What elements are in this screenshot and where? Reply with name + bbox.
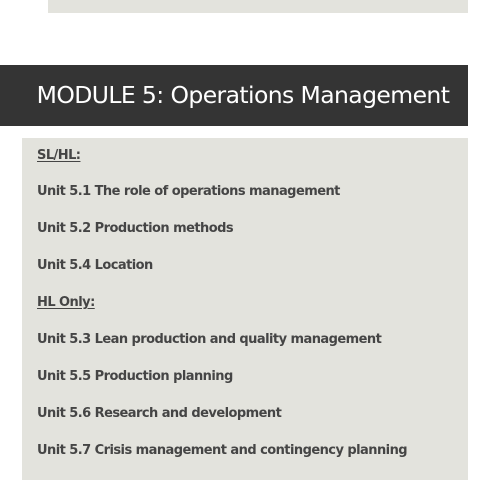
unit-5-3: Unit 5.3 Lean production and quality management bbox=[37, 332, 382, 347]
unit-5-4: Unit 5.4 Location bbox=[37, 258, 153, 273]
content-panel bbox=[22, 138, 468, 480]
title-bar bbox=[0, 65, 468, 126]
slide-title: MODULE 5: Operations Management bbox=[36, 81, 450, 109]
previous-slide-edge bbox=[48, 0, 468, 13]
unit-5-7: Unit 5.7 Crisis management and contingency planning bbox=[37, 443, 408, 458]
unit-5-5: Unit 5.5 Production planning bbox=[37, 369, 233, 384]
unit-5-2: Unit 5.2 Production methods bbox=[37, 221, 234, 236]
unit-5-1: Unit 5.1 The role of operations management bbox=[37, 184, 340, 199]
hl-only-heading: HL Only: bbox=[37, 295, 95, 310]
unit-5-6: Unit 5.6 Research and development bbox=[37, 406, 282, 421]
sl-hl-heading: SL/HL: bbox=[37, 148, 81, 163]
